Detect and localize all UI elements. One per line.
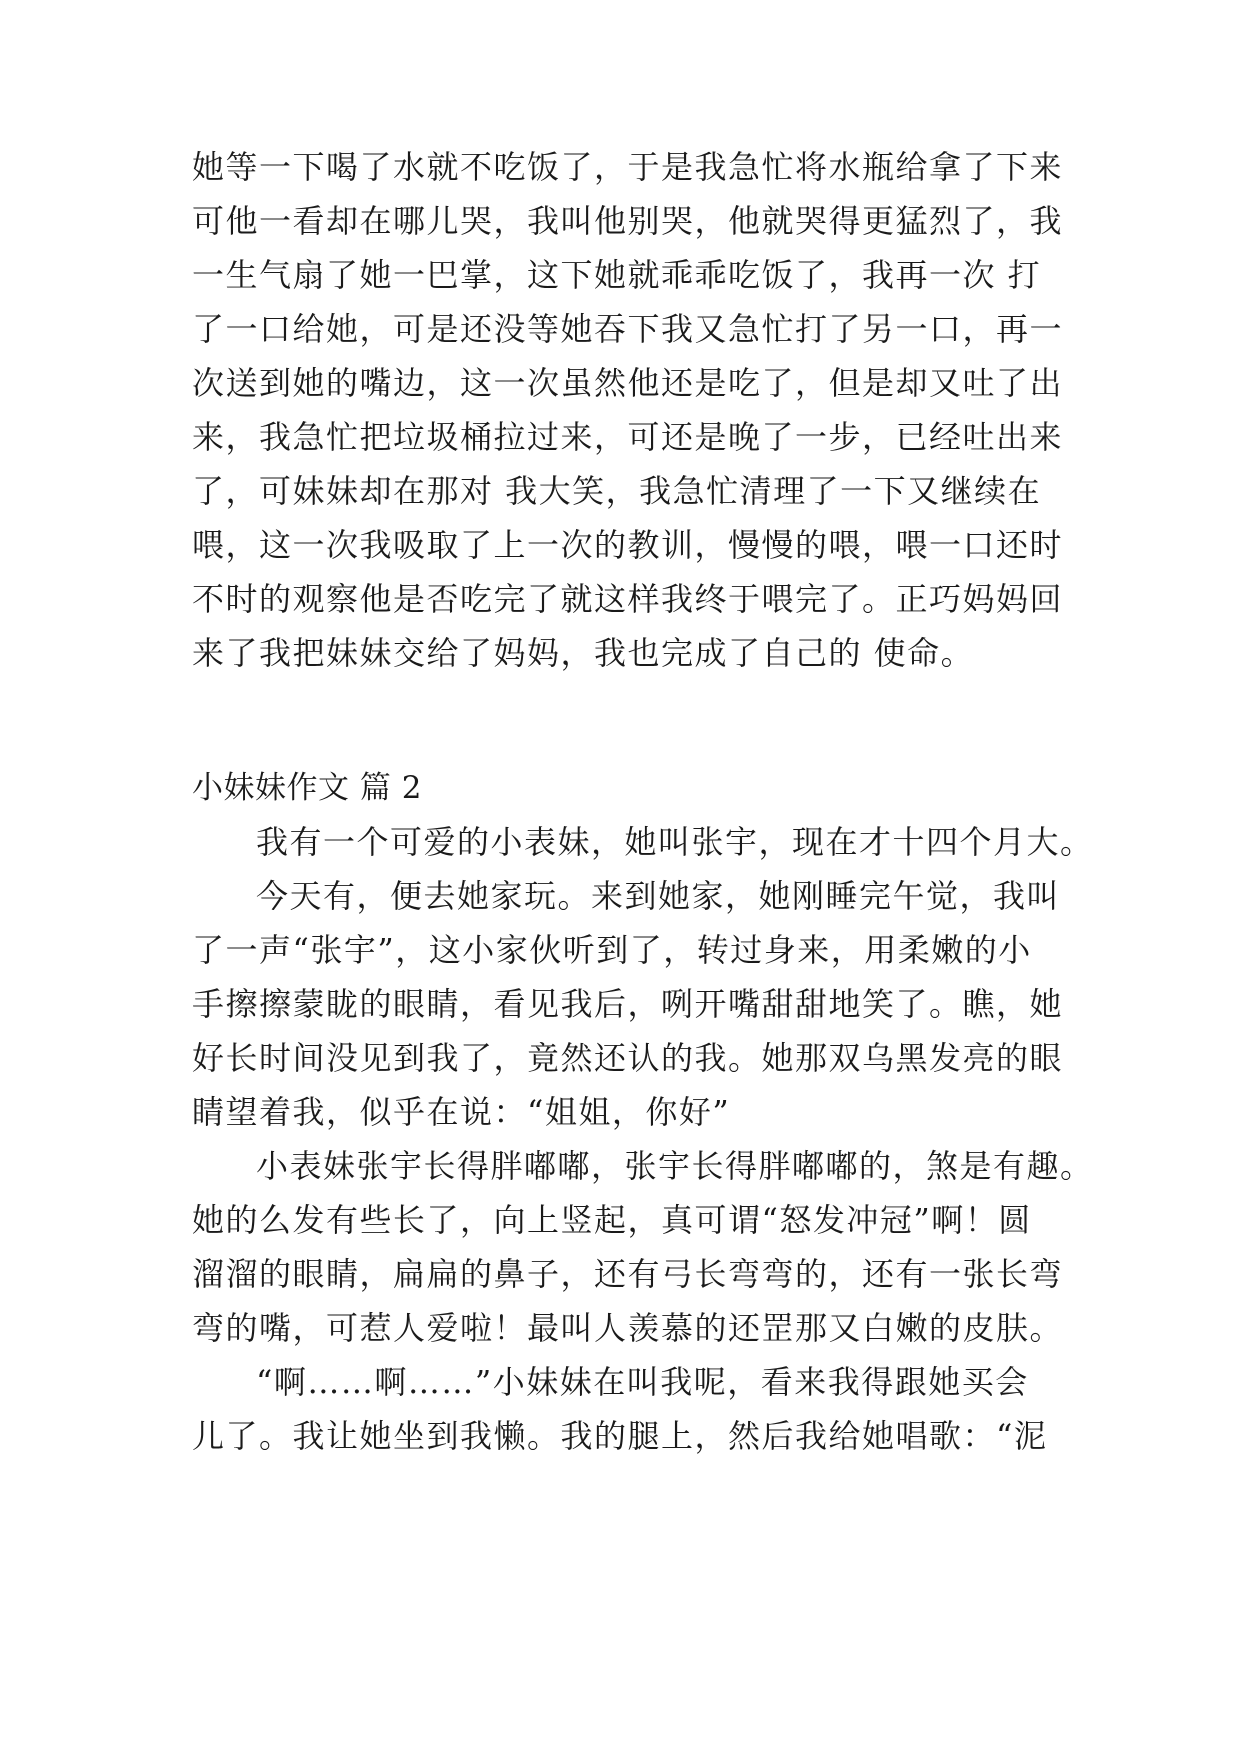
text-line: 喂，这一次我吸取了上一次的教训，慢慢的喂，喂一口还时	[192, 526, 1064, 564]
paragraph-first-line: 我有一个可爱的小表妹，她叫张宇，现在才十四个月大。	[256, 823, 1094, 861]
text-line: 溜溜的眼睛，扁扁的鼻子，还有弓长弯弯的，还有一张长弯	[192, 1255, 1064, 1293]
paragraph-first-line: “啊……啊……”小妹妹在叫我呢，看来我得跟她买会	[256, 1363, 1029, 1401]
paragraph-first-line: 小表妹张宇长得胖嘟嘟，张宇长得胖嘟嘟的，煞是有趣。	[256, 1147, 1094, 1185]
text-line: 她等一下喝了水就不吃饭了，于是我急忙将水瓶给拿了下来	[192, 148, 1064, 186]
text-line: 手擦擦蒙眬的眼睛，看见我后，咧开嘴甜甜地笑了。瞧，她	[192, 985, 1064, 1023]
paragraph-first-line: 今天有，便去她家玩。来到她家，她刚睡完午觉，我叫	[256, 877, 1061, 915]
text-line: 来，我急忙把垃圾桶拉过来，可还是晚了一步，已经吐出来	[192, 418, 1064, 456]
text-line: 了一口给她，可是还没等她吞下我又急忙打了另一口，再一	[192, 310, 1064, 348]
text-line: 了，可妹妹却在那对 我大笑，我急忙清理了一下又继续在	[192, 472, 1042, 510]
text-line: 了一声“张宇”，这小家伙听到了，转过身来，用柔嫩的小	[192, 931, 1032, 969]
text-line: 她的么发有些长了，向上竖起，真可谓“怒发冲冠”啊！圆	[192, 1201, 1032, 1239]
text-line: 儿了。我让她坐到我懒。我的腿上，然后我给她唱歌：“泥	[192, 1417, 1048, 1455]
text-line: 可他一看却在哪儿哭，我叫他别哭，他就哭得更猛烈了，我	[192, 202, 1064, 240]
text-line: 好长时间没见到我了，竟然还认的我。她那双乌黑发亮的眼	[192, 1039, 1064, 1077]
essay-heading: 小妹妹作文 篇 2	[192, 770, 422, 806]
text-line: 弯的嘴，可惹人爱啦！最叫人羡慕的还罡那又白嫩的皮肤。	[192, 1309, 1064, 1347]
text-line: 不时的观察他是否吃完了就这样我终于喂完了。正巧妈妈回	[192, 580, 1064, 618]
text-line: 一生气扇了她一巴掌，这下她就乖乖吃饭了，我再一次 打	[192, 256, 1042, 294]
text-line: 来了我把妹妹交给了妈妈，我也完成了自己的 使命。	[192, 634, 975, 672]
text-line: 次送到她的嘴边，这一次虽然他还是吃了，但是却又吐了出	[192, 364, 1064, 402]
text-line: 睛望着我，似乎在说：“姐姐，你好”	[192, 1093, 731, 1131]
